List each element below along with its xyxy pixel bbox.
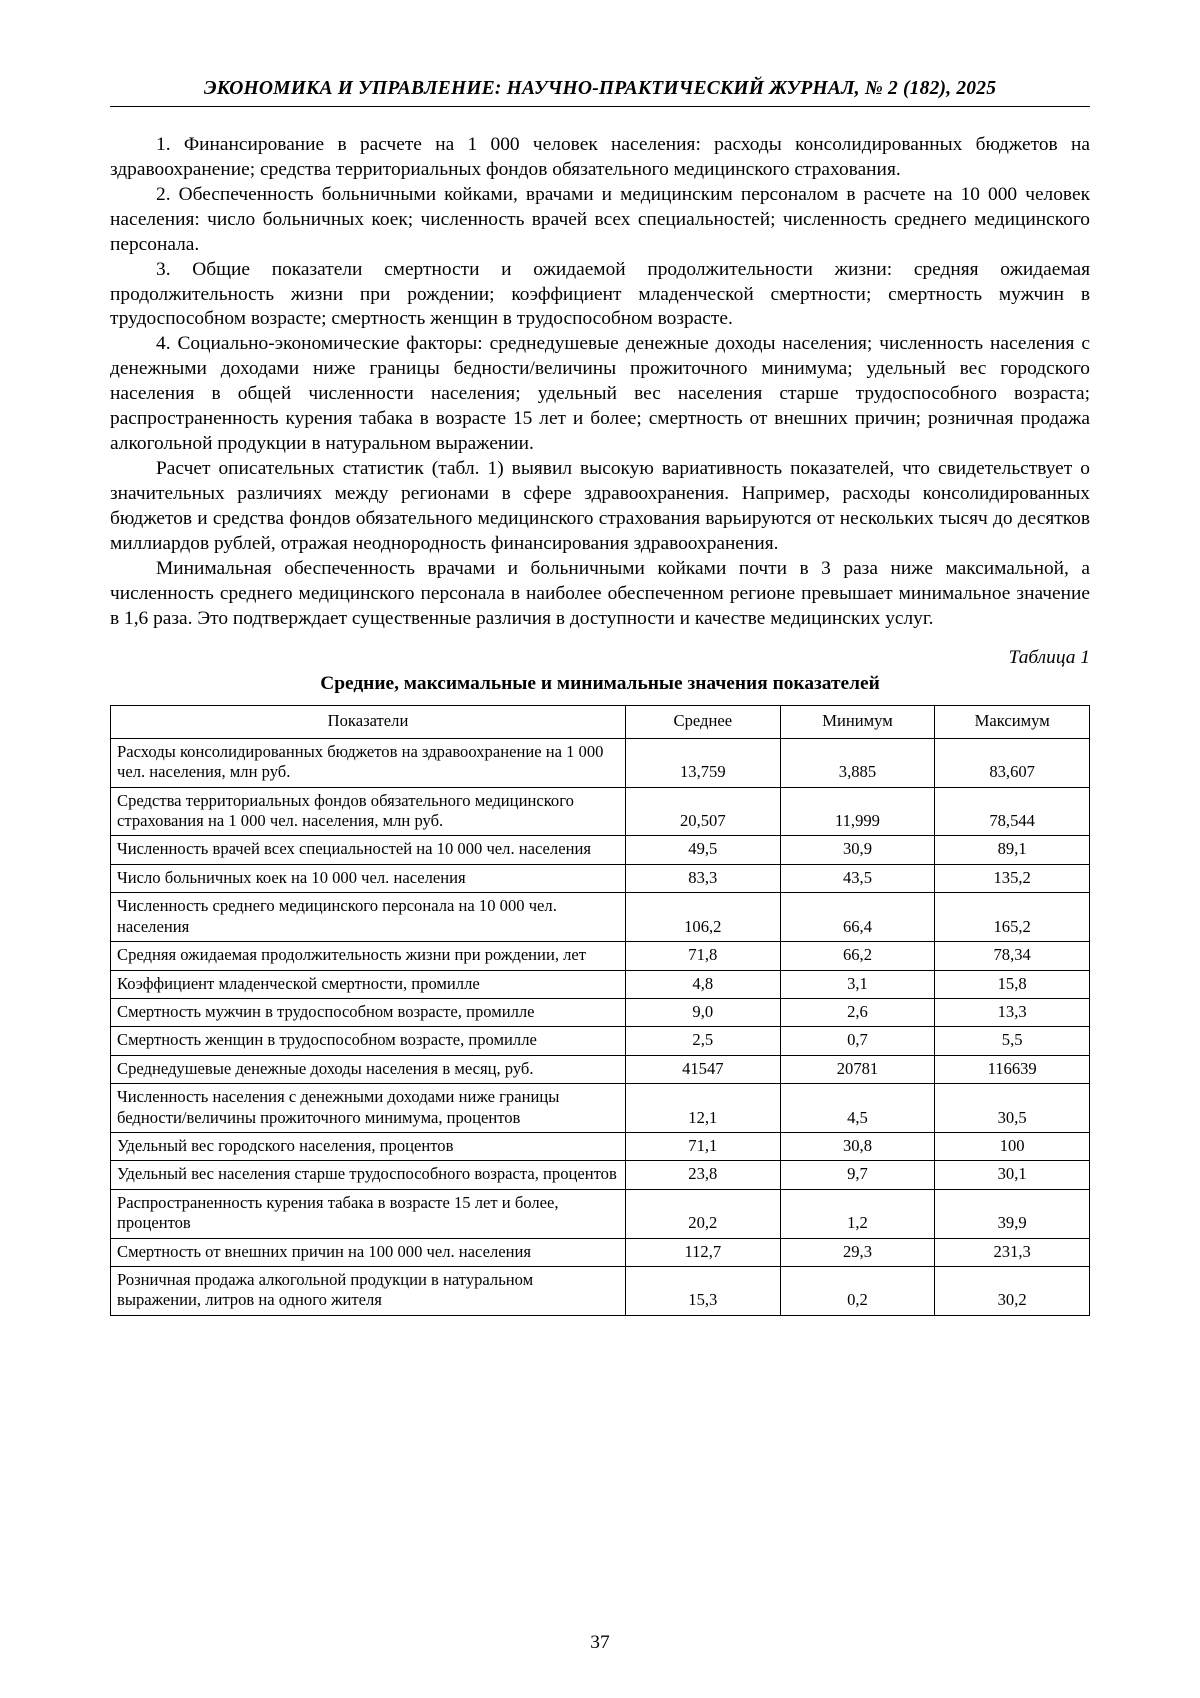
table-row	[111, 893, 1090, 942]
cell-indicator: Средняя ожидаемая продолжительность жизни при рождении, лет	[111, 942, 626, 970]
cell-avg: 23,8	[625, 1161, 780, 1189]
cell-avg: 15,3	[625, 1266, 780, 1315]
cell-max: 5,5	[935, 1027, 1090, 1055]
cell-min: 3,885	[780, 738, 935, 787]
paragraph-2: 2. Обеспеченность больничными койками, врачами и медицинским персоналом в расчете на 10 000 человек населения: число больничных коек; численность врачей всех специальностей; численность среднего медицинского персонала.	[110, 183, 1090, 255]
cell-avg: 20,2	[625, 1189, 780, 1238]
cell-max: 39,9	[935, 1189, 1090, 1238]
cell-avg: 12,1	[625, 1084, 780, 1133]
cell-max: 78,544	[935, 787, 1090, 836]
paragraph-6: Минимальная обеспеченность врачами и больничными койками почти в 3 раза ниже максимальной, а численность среднего медицинского персонала в наиболее обеспеченном регионе превышает минимальное значение в 1,6 раза. Это подтверждает существенные различия в доступности и качестве медицинских услуг.	[110, 557, 1090, 629]
column-header-minimum: Минимум	[780, 706, 935, 738]
table-row	[111, 1189, 1090, 1238]
table-header	[111, 706, 1090, 738]
cell-min: 9,7	[780, 1161, 935, 1189]
cell-max: 30,2	[935, 1266, 1090, 1315]
paragraph-4: 4. Социально-экономические факторы: среднедушевые денежные доходы населения; численность населения с денежными доходами ниже границы бедности/величины прожиточного минимума; удельный вес городского населения в общей численности населения; удельный вес населения старше трудоспособного возраста; распространенность курения табака в возрасте 15 лет и более; смертность от внешних причин; розничная продажа алкогольной продукции в натуральном выражении.	[110, 333, 1090, 455]
table-row	[111, 836, 1090, 864]
cell-indicator: Численность среднего медицинского персонала на 10 000 чел. населения	[111, 893, 626, 942]
cell-avg: 49,5	[625, 836, 780, 864]
column-header-maximum: Максимум	[935, 706, 1090, 738]
table-row	[111, 1266, 1090, 1315]
paragraph-3: 3. Общие показатели смертности и ожидаемой продолжительности жизни: средняя ожидаемая продолжительность жизни при рождении; коэффициент младенческой смертности; смертность мужчин в трудоспособном возрасте; смертность женщин в трудоспособном возрасте.	[110, 258, 1090, 330]
cell-indicator: Распространенность курения табака в возрасте 15 лет и более, процентов	[111, 1189, 626, 1238]
cell-avg: 41547	[625, 1055, 780, 1083]
cell-min: 0,2	[780, 1266, 935, 1315]
running-head: ЭКОНОМИКА И УПРАВЛЕНИЕ: НАУЧНО-ПРАКТИЧЕСКИЙ ЖУРНАЛ, № 2 (182), 2025	[110, 78, 1090, 107]
cell-avg: 112,7	[625, 1238, 780, 1266]
cell-max: 30,5	[935, 1084, 1090, 1133]
cell-max: 165,2	[935, 893, 1090, 942]
cell-indicator: Смертность женщин в трудоспособном возрасте, промилле	[111, 1027, 626, 1055]
cell-indicator: Расходы консолидированных бюджетов на здравоохранение на 1 000 чел. населения, млн руб.	[111, 738, 626, 787]
cell-indicator: Розничная продажа алкогольной продукции в натуральном выражении, литров на одного жителя	[111, 1266, 626, 1315]
table-body	[111, 738, 1090, 1315]
cell-indicator: Удельный вес городского населения, процентов	[111, 1132, 626, 1160]
table-row	[111, 1161, 1090, 1189]
cell-max: 116639	[935, 1055, 1090, 1083]
cell-indicator: Удельный вес населения старше трудоспособного возраста, процентов	[111, 1161, 626, 1189]
cell-min: 66,2	[780, 942, 935, 970]
cell-max: 100	[935, 1132, 1090, 1160]
cell-min: 1,2	[780, 1189, 935, 1238]
table-row	[111, 1084, 1090, 1133]
cell-avg: 106,2	[625, 893, 780, 942]
page-number: 37	[590, 1632, 610, 1653]
cell-avg: 4,8	[625, 970, 780, 998]
cell-indicator: Средства территориальных фондов обязательного медицинского страхования на 1 000 чел. населения, млн руб.	[111, 787, 626, 836]
cell-min: 11,999	[780, 787, 935, 836]
cell-avg: 71,8	[625, 942, 780, 970]
paragraph-5: Расчет описательных статистик (табл. 1) выявил высокую вариативность показателей, что свидетельствует о значительных различиях между регионами в сфере здравоохранения. Например, расходы консолидированных бюджетов и средства фондов обязательного медицинского страхования варьируются от нескольких тысяч до десятков миллиардов рублей, отражая неоднородность финансирования здравоохранения.	[110, 457, 1090, 554]
table-row	[111, 738, 1090, 787]
cell-max: 15,8	[935, 970, 1090, 998]
cell-min: 43,5	[780, 864, 935, 892]
table-title: Средние, максимальные и минимальные значения показателей	[320, 673, 880, 695]
cell-min: 0,7	[780, 1027, 935, 1055]
body-text	[110, 133, 1090, 631]
cell-min: 3,1	[780, 970, 935, 998]
cell-avg: 13,759	[625, 738, 780, 787]
cell-max: 78,34	[935, 942, 1090, 970]
table-row	[111, 1027, 1090, 1055]
cell-avg: 2,5	[625, 1027, 780, 1055]
cell-min: 2,6	[780, 998, 935, 1026]
cell-min: 66,4	[780, 893, 935, 942]
cell-max: 135,2	[935, 864, 1090, 892]
table-row	[111, 998, 1090, 1026]
cell-max: 89,1	[935, 836, 1090, 864]
table-number-label: Таблица 1	[1008, 647, 1090, 669]
cell-indicator: Численность врачей всех специальностей на 10 000 чел. населения	[111, 836, 626, 864]
cell-min: 20781	[780, 1055, 935, 1083]
cell-indicator: Смертность от внешних причин на 100 000 чел. населения	[111, 1238, 626, 1266]
column-header-indicator: Показатели	[111, 706, 626, 738]
table-row	[111, 1238, 1090, 1266]
cell-indicator: Среднедушевые денежные доходы населения в месяц, руб.	[111, 1055, 626, 1083]
cell-min: 29,3	[780, 1238, 935, 1266]
paragraph-1: 1. Финансирование в расчете на 1 000 человек населения: расходы консолидированных бюджетов на здравоохранение; средства территориальных фондов обязательного медицинского страхования.	[110, 134, 1090, 180]
cell-avg: 83,3	[625, 864, 780, 892]
table-row	[111, 1055, 1090, 1083]
cell-indicator: Коэффициент младенческой смертности, промилле	[111, 970, 626, 998]
cell-avg: 9,0	[625, 998, 780, 1026]
cell-avg: 71,1	[625, 1132, 780, 1160]
statistics-table	[110, 705, 1090, 1315]
cell-max: 30,1	[935, 1161, 1090, 1189]
table-row	[111, 787, 1090, 836]
cell-max: 13,3	[935, 998, 1090, 1026]
table-row	[111, 864, 1090, 892]
cell-max: 83,607	[935, 738, 1090, 787]
cell-indicator: Смертность мужчин в трудоспособном возрасте, промилле	[111, 998, 626, 1026]
cell-max: 231,3	[935, 1238, 1090, 1266]
table-row	[111, 970, 1090, 998]
table-row	[111, 942, 1090, 970]
cell-avg: 20,507	[625, 787, 780, 836]
cell-min: 4,5	[780, 1084, 935, 1133]
table-header-row	[111, 706, 1090, 738]
cell-indicator: Число больничных коек на 10 000 чел. населения	[111, 864, 626, 892]
cell-min: 30,8	[780, 1132, 935, 1160]
column-header-average: Среднее	[625, 706, 780, 738]
cell-min: 30,9	[780, 836, 935, 864]
table-row	[111, 1132, 1090, 1160]
cell-indicator: Численность населения с денежными доходами ниже границы бедности/величины прожиточного минимума, процентов	[111, 1084, 626, 1133]
